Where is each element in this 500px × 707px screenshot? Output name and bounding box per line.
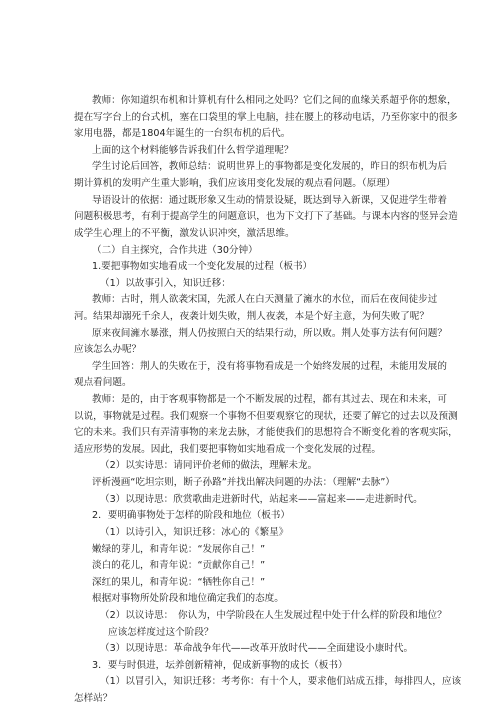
poem-line: 淡白的花儿，和青年说：“贡献你自己！” [92, 560, 266, 572]
text-line: 根据对事物所处阶段和地位确定我们的态度。 [92, 593, 284, 605]
text-line: （2）以实诗思：请同评价老师的做法，理解未龙。 [100, 460, 318, 472]
text-line: 原来夜间澭水暴涨，荆人仍按照白天的结果行动，所以败。荆人处事方法有何问题？ [92, 327, 447, 339]
poem-line: 嫩绿的芽儿，和青年说：“发展你自己！” [92, 543, 266, 555]
text-line: 应该怎样度过这个阶段？ [108, 626, 214, 638]
text-line: 问题积极思考，有利于提高学生的问题意识，也为下文打下了基础。与课本内容的竖异会造 [74, 211, 458, 223]
text-line: 评析漫画“吃坦宗则，断子孙路”并找出解决问题的办法：（理解“去脉”） [92, 477, 395, 489]
text-line: 导语设计的依据：通过既形象又生动的情景设疑，既达到导入新课，又促进学生带着 [92, 194, 447, 206]
text-line: 上面的这个材料能够告诉我们什么哲学道理呢？ [92, 144, 294, 156]
board-heading: 1.要把事物如实地看成一个变化发展的过程（板书） [92, 261, 313, 273]
text-line: 教师：古时，荆人欲袭宋国，先派人在白天测量了澭水的水位，而后在夜间徒步过 [92, 294, 438, 306]
text-line: 提在写字台上的台式机，塞在口袋里的掌上电脑，挂在腰上的移动电话，乃至你家中的很多 [74, 111, 458, 123]
text-line: 学生讨论后回答，教师总结：说明世界上的事物都是变化发展的，昨日的织布机为后 [92, 161, 447, 173]
text-line: （1）以诗引入，知识迁移：冰心的《繁星》 [100, 526, 289, 538]
text-line: 家用电器，都是1804年诞生的一台织布机的后代。 [74, 128, 291, 140]
text-line: 怎样站？ [74, 693, 113, 704]
text-line: 观点看问题。 [74, 377, 132, 389]
text-line: 河。结果却溺死千余人，夜袭计划失败，荆人夜袭，本是个好主意，为何失败了呢？ [74, 310, 429, 322]
text-line: 教师：你知道织布机和计算机有什么相同之处吗？它们之间的血缘关系超乎你的想象， [92, 95, 457, 106]
poem-line: 深红的果儿，和青年说：“牺牲你自己！” [92, 576, 266, 588]
text-line: （2）以议诗思： 你认为，中学阶段在人生发展过程中处于什么样的阶段和地位？ [100, 609, 447, 621]
section-heading: （二）自主探究，合作共进（30分钟） [92, 244, 258, 256]
text-line: 它的未来。我们只有弄清事物的来龙去脉，才能使我们的思想符合不断变化着的客观实际， [74, 427, 458, 439]
text-line: 适应形势的发展。因此，我们要把事物如实地看成一个变化发展的过程。 [74, 443, 381, 455]
text-line: 期计算机的发明产生重大影响，我们应该用变化发展的观点看问题。（原理） [74, 178, 396, 190]
board-heading: 3．要与时俱进，坛养创新精神，促成新事物的成长（板书） [92, 659, 348, 671]
text-line: （1）以故事引入，知识迁移： [100, 277, 231, 289]
text-line: 应该怎么办呢？ [74, 344, 142, 356]
text-line: （1）以冒引入，知识迁移：考考你：有十个人，要求他们站成五排，每排四人，应该 [100, 676, 462, 688]
text-line: 学生回答：荆人的失败在于，没有将事物看成是一个始终发展的过程，未能用发展的 [92, 360, 447, 372]
text-line: 成学生心理上的不平衡，激发认识冲突，激活思维。 [74, 227, 295, 239]
text-line: 教师：是的，由于客观事物都是一个不断发展的过程，都有其过去、现在和未来，可 [92, 394, 447, 405]
text-line: （3）以现诗思：欣赏歌曲走进新时代，站起来——富起来——走进新时代。 [100, 493, 423, 505]
text-line: （3）以现诗思：革命战争年代——改革开放时代——全面建设小康时代。 [100, 643, 414, 655]
board-heading: 2．要明确事物处于怎样的阶段和地位（板书） [92, 510, 290, 522]
text-line: 以说，事物就是过程。我们观察一个事物不但要观察它的现状，还要了解它的过去以及预测 [74, 410, 458, 422]
